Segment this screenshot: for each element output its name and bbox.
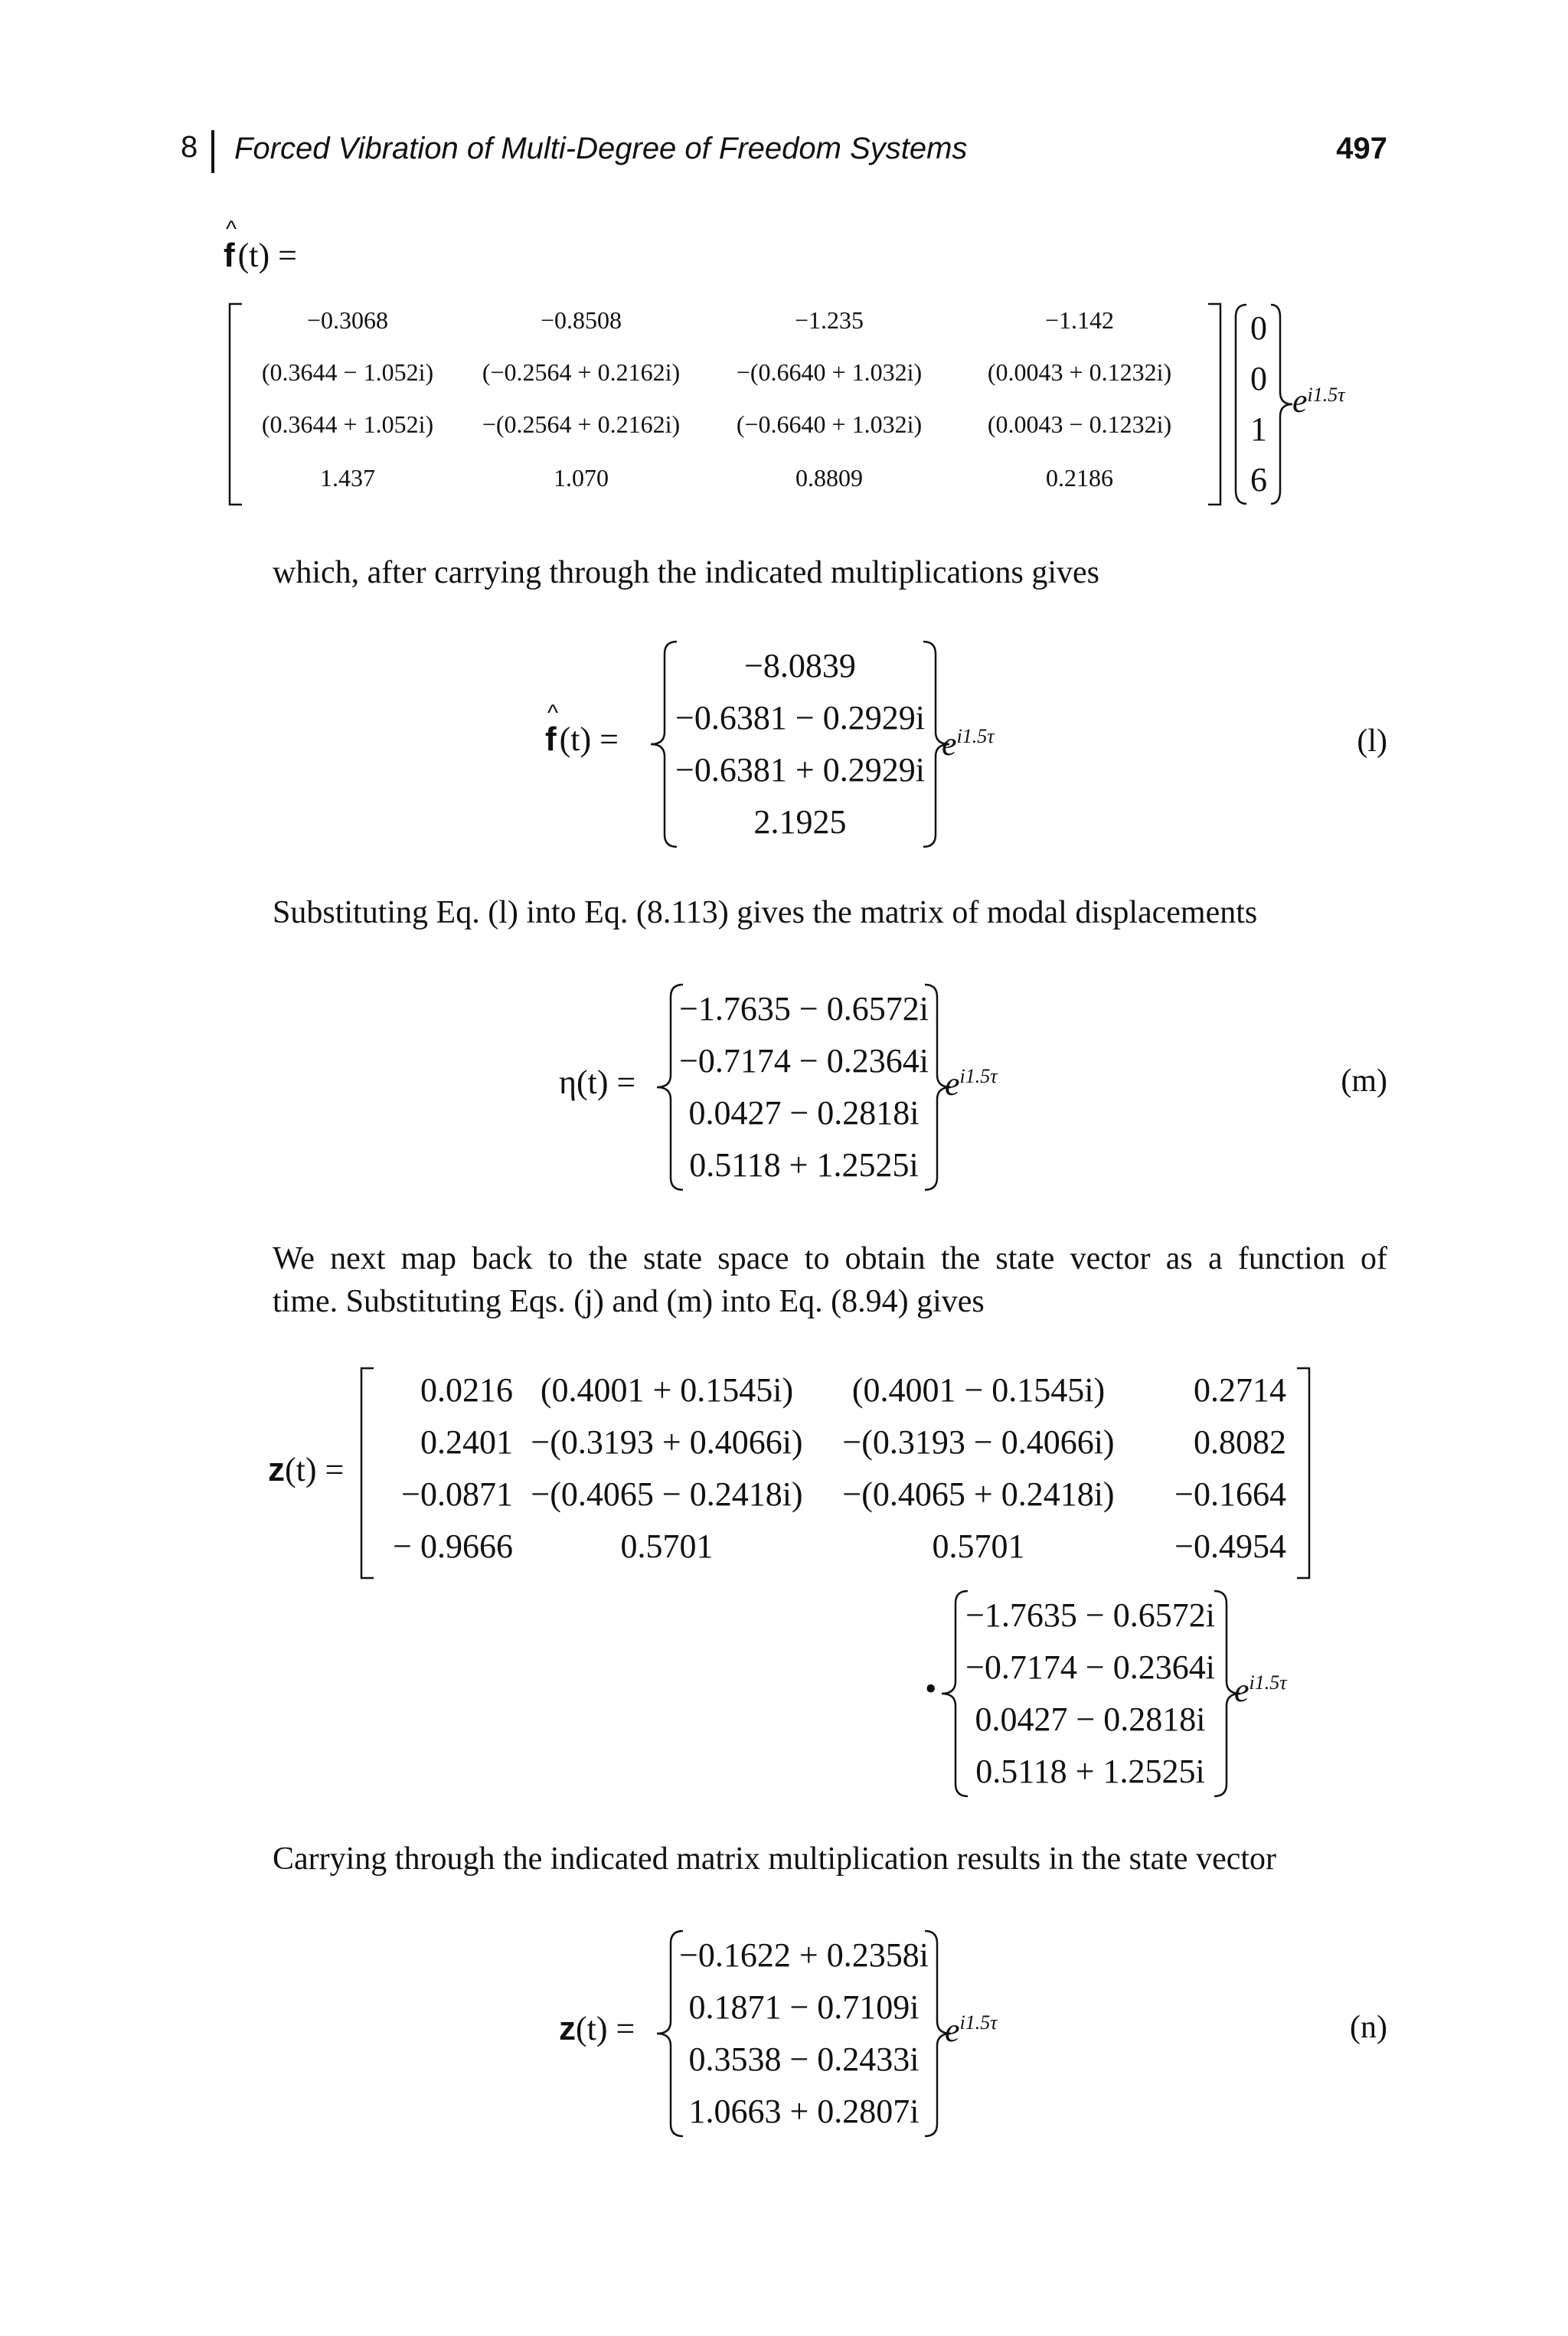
matrix-cell: −0.8508	[540, 306, 622, 334]
vector-entry: −1.7635 − 0.6572i	[965, 1596, 1215, 1634]
vector-entry: 0.0427 − 0.2818i	[975, 1701, 1206, 1738]
f-exponential: $e^{i1.5\tau}$	[1292, 382, 1345, 420]
paragraph-text: Substituting Eq. (l) into Eq. (8.113) gives the matrix of modal displacements	[273, 895, 1258, 930]
z-vector	[959, 1589, 1222, 1798]
f-matrix-row	[237, 410, 1205, 439]
f-hat-symbol: f ^	[224, 217, 237, 274]
matrix-cell: 0.2186	[1046, 464, 1113, 492]
z-exponential: $e^{i1.5\tau}$	[1234, 1671, 1287, 1709]
equation-label: (l)	[1357, 724, 1387, 759]
matrix-cell: (0.4001 − 0.1545i)	[851, 1371, 1106, 1409]
l-exponential: $e^{i1.5\tau}$	[942, 724, 995, 763]
matrix-cell: −0.4954	[1174, 1527, 1286, 1565]
z-matrix-row	[371, 1423, 1286, 1462]
f-vector	[1242, 303, 1276, 505]
matrix-cell: 0.5701	[932, 1527, 1025, 1565]
matrix-cell: 0.2401	[420, 1423, 513, 1461]
paragraph-text: Carrying through the indicated matrix multiplication results in the state vector	[273, 1841, 1277, 1877]
paragraph-text: which, after carrying through the indicated multiplications gives	[273, 555, 1100, 590]
vector-entry: 2.1925	[753, 803, 847, 841]
matrix-cell: 0.5701	[620, 1527, 714, 1565]
matrix-cell: −(0.6640 + 1.032i)	[736, 358, 923, 386]
matrix-cell: 1.437	[320, 464, 375, 492]
f-matrix-row	[237, 358, 1205, 387]
vector-entry: −0.7174 − 0.2364i	[679, 1042, 929, 1080]
n-exponential: $e^{i1.5\tau}$	[945, 2011, 998, 2049]
n-lhs: z(t) =	[559, 2010, 635, 2047]
m-lhs: η(t) =	[559, 1063, 636, 1101]
matrix-cell: 0.2714	[1194, 1371, 1286, 1409]
vector-entry: 1.0663 + 0.2807i	[688, 2093, 920, 2130]
matrix-cell: −0.3068	[306, 306, 389, 334]
matrix-cell: 0.0216	[420, 1371, 513, 1409]
matrix-cell: −0.0871	[401, 1475, 513, 1513]
vector-entry: −0.6381 + 0.2929i	[675, 751, 925, 789]
matrix-cell: −(0.4065 + 0.2418i)	[842, 1475, 1115, 1513]
vector-entry: 0.3538 − 0.2433i	[688, 2040, 920, 2078]
paragraph-text-line2: time. Substituting Eqs. (j) and (m) into Eq. (8.94) gives	[273, 1284, 985, 1319]
vector-entry: 0	[1250, 309, 1267, 347]
vector-entry: −0.7174 − 0.2364i	[965, 1648, 1215, 1686]
z-symbol: z	[559, 2010, 576, 2047]
l-lhs: f ^ (t) =	[545, 701, 619, 758]
vector-entry: 0	[1250, 360, 1267, 397]
matrix-cell: −0.1664	[1174, 1475, 1286, 1513]
matrix-cell: −(0.3193 + 0.4066i)	[531, 1423, 803, 1461]
vector-entry: 1	[1250, 410, 1267, 448]
vector-entry: 0.5118 + 1.2525i	[975, 1753, 1205, 1790]
f-lhs	[224, 217, 297, 275]
matrix-cell: (0.0043 − 0.1232i)	[987, 410, 1172, 438]
vector-entry: −0.1622 + 0.2358i	[679, 1936, 929, 1974]
matrix-cell: (−0.2564 + 0.2162i)	[482, 358, 681, 386]
matrix-cell: (0.3644 − 1.052i)	[261, 358, 434, 386]
equation-label: (m)	[1341, 1063, 1387, 1099]
z-matrix-row	[371, 1527, 1286, 1566]
l-vector	[674, 640, 926, 848]
vector-entry: 0.0427 − 0.2818i	[688, 1094, 920, 1132]
matrix-cell: −(0.2564 + 0.2162i)	[482, 410, 681, 438]
eta-symbol: η	[559, 1063, 577, 1101]
matrix-cell: (0.3644 + 1.052i)	[261, 410, 434, 438]
f-matrix-row	[237, 464, 1205, 492]
m-vector	[674, 983, 934, 1191]
z-matrix-row	[371, 1371, 1286, 1410]
matrix-cell: 0.8082	[1194, 1423, 1286, 1461]
matrix-cell: −1.235	[794, 306, 864, 334]
n-vector	[674, 1929, 934, 2138]
matrix-cell: (0.0043 + 0.1232i)	[987, 358, 1172, 386]
matrix-cell: −1.142	[1044, 306, 1115, 334]
vector-entry: 0.5118 + 1.2525i	[689, 1146, 919, 1184]
equation-label: (n)	[1350, 2010, 1387, 2045]
matrix-cell: 1.070	[554, 464, 609, 492]
m-exponential: $e^{i1.5\tau}$	[945, 1064, 998, 1103]
vector-entry: −1.7635 − 0.6572i	[679, 990, 929, 1028]
vector-entry: −8.0839	[744, 647, 856, 684]
f-lhs-arg: (t) =	[237, 237, 297, 274]
header-divider	[211, 130, 214, 173]
paragraph-text-line1: We next map back to the state space to obtain the state vector as a function of	[273, 1241, 1387, 1276]
page-number: 497	[1336, 132, 1387, 165]
f-hat-symbol: f ^	[545, 701, 559, 758]
matrix-cell: (0.4001 + 0.1545i)	[540, 1371, 794, 1409]
z-symbol: z	[268, 1451, 285, 1488]
z-matrix-row	[371, 1475, 1286, 1514]
chapter-number: 8	[181, 130, 198, 164]
matrix-cell: 0.8809	[795, 464, 863, 492]
multiply-dot: •	[925, 1670, 937, 1707]
vector-entry: 6	[1250, 461, 1267, 498]
vector-entry: 0.1871 − 0.7109i	[688, 1988, 920, 2026]
z-matrix-right-bracket	[1295, 1367, 1311, 1579]
vector-entry: −0.6381 − 0.2929i	[675, 699, 925, 737]
matrix-cell: −(0.4065 − 0.2418i)	[531, 1475, 803, 1513]
matrix-cell: −(0.3193 − 0.4066i)	[842, 1423, 1115, 1461]
matrix-cell: (−0.6640 + 1.032i)	[736, 410, 923, 438]
f-matrix-right-bracket	[1207, 303, 1222, 505]
chapter-title: Forced Vibration of Multi-Degree of Freedom Systems	[234, 132, 968, 165]
z-lhs: z(t) =	[268, 1451, 345, 1488]
matrix-cell: − 0.9666	[393, 1527, 513, 1565]
f-matrix-row	[237, 306, 1205, 335]
page-header	[181, 130, 1387, 176]
